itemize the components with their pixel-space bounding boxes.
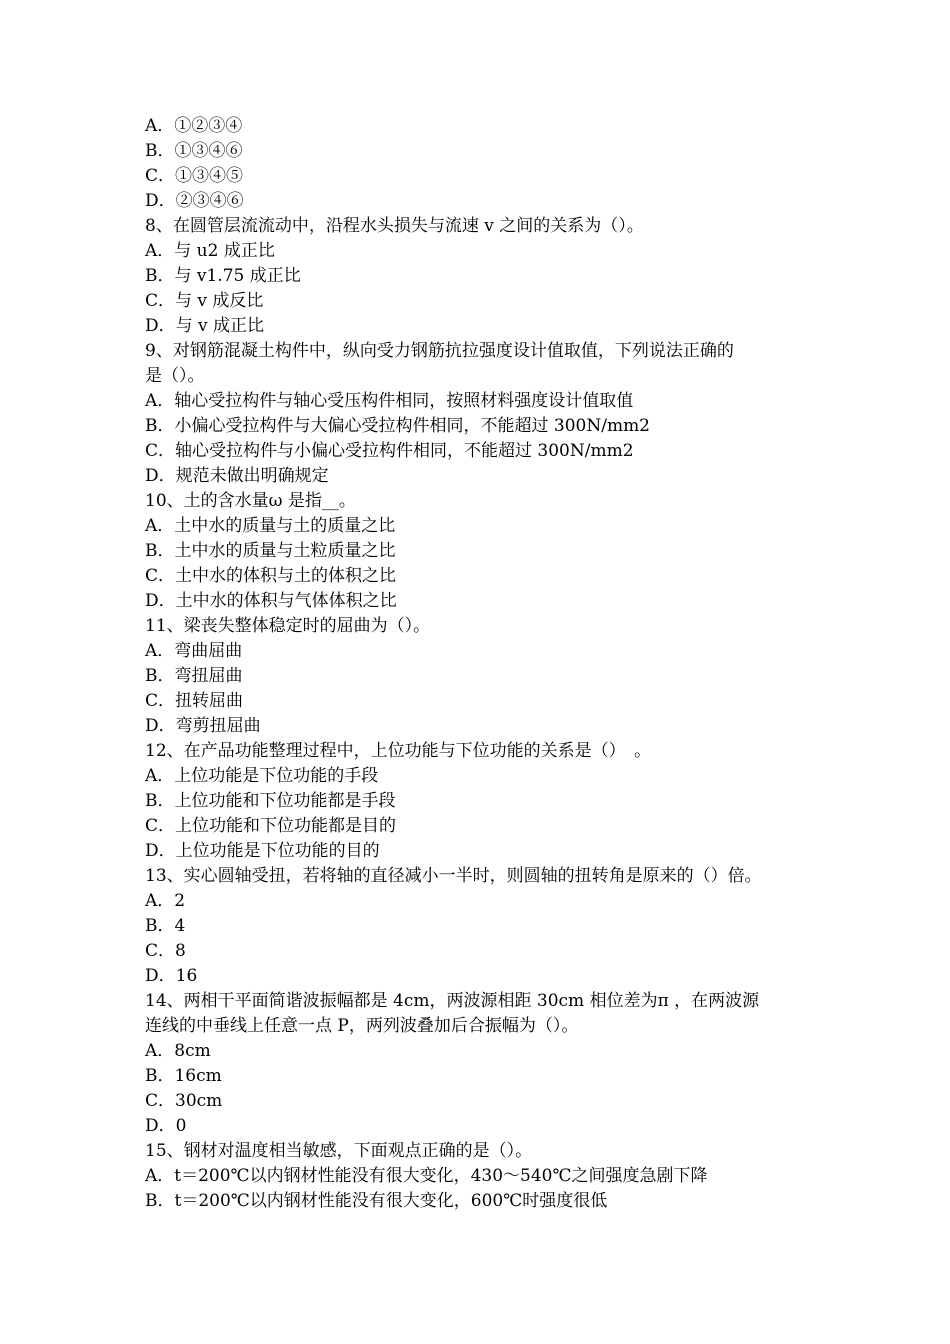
option-d: D．0 [145, 1116, 187, 1136]
option-d: D．弯剪扭屈曲 [145, 716, 261, 736]
option-c: C．上位功能和下位功能都是目的 [145, 816, 397, 836]
question-9: 9、对钢筋混凝土构件中，纵向受力钢筋抗拉强度设计值取值，下列说法正确的 [145, 341, 734, 361]
question-15: 15、钢材对温度相当敏感，下面观点正确的是（）。 [145, 1141, 533, 1161]
option-a: A．①②③④ [145, 116, 243, 136]
option-d: D．与 v 成正比 [145, 316, 265, 336]
option-d: D．规范未做出明确规定 [145, 466, 329, 486]
option-c: C．轴心受拉构件与小偏心受拉构件相同，不能超过 300N/mm2 [145, 441, 634, 461]
option-c: C．扭转屈曲 [145, 691, 244, 711]
option-b: B．弯扭屈曲 [145, 666, 243, 686]
option-c: C．土中水的体积与土的体积之比 [145, 566, 397, 586]
option-b: B．4 [145, 916, 186, 936]
option-c: C．①③④⑤ [145, 166, 244, 186]
option-b: B．与 v1.75 成正比 [145, 266, 301, 286]
option-b: B．①③④⑥ [145, 141, 243, 161]
option-a: A．轴心受拉构件与轴心受压构件相同，按照材料强度设计值取值 [145, 391, 634, 411]
option-a: A．上位功能是下位功能的手段 [145, 766, 379, 786]
option-a: A．t＝200℃以内钢材性能没有很大变化，430～540℃之间强度急剧下降 [145, 1166, 708, 1186]
option-d: D．16 [145, 966, 198, 986]
option-c: C．8 [145, 941, 186, 961]
option-c: C．与 v 成反比 [145, 291, 264, 311]
option-a: A．2 [145, 891, 186, 911]
option-d: D．上位功能是下位功能的目的 [145, 841, 380, 861]
option-a: A．8cm [145, 1041, 211, 1061]
question-14: 14、两相干平面简谐波振幅都是 4cm，两波源相距 30cm 相位差为π ，在两波源 [145, 991, 760, 1011]
question-8: 8、在圆管层流流动中，沿程水头损失与流速 v 之间的关系为（）。 [145, 216, 644, 236]
document-page [145, 114, 810, 1214]
question-12: 12、在产品功能整理过程中，上位功能与下位功能的关系是（） 。 [145, 741, 652, 761]
question-10: 10、土的含水量ω 是指__。 [145, 491, 356, 511]
option-a: A．弯曲屈曲 [145, 641, 243, 661]
option-a: A．与 u2 成正比 [145, 241, 275, 261]
question-13: 13、实心圆轴受扭，若将轴的直径减小一半时，则圆轴的扭转角是原来的（）倍。 [145, 866, 762, 886]
question-14-continued: 连线的中垂线上任意一点 P，两列波叠加后合振幅为（）。 [145, 1016, 579, 1036]
option-b: B．16cm [145, 1066, 222, 1086]
option-b: B．t＝200℃以内钢材性能没有很大变化，600℃时强度很低 [145, 1191, 608, 1211]
option-b: B．土中水的质量与土粒质量之比 [145, 541, 396, 561]
option-d: D．②③④⑥ [145, 191, 244, 211]
question-9-continued: 是（）。 [145, 366, 205, 386]
option-b: B．小偏心受拉构件与大偏心受拉构件相同，不能超过 300N/mm2 [145, 416, 651, 436]
question-11: 11、梁丧失整体稳定时的屈曲为（）。 [145, 616, 431, 636]
option-b: B．上位功能和下位功能都是手段 [145, 791, 396, 811]
option-c: C．30cm [145, 1091, 223, 1111]
option-a: A．土中水的质量与土的质量之比 [145, 516, 396, 536]
option-d: D．土中水的体积与气体体积之比 [145, 591, 397, 611]
